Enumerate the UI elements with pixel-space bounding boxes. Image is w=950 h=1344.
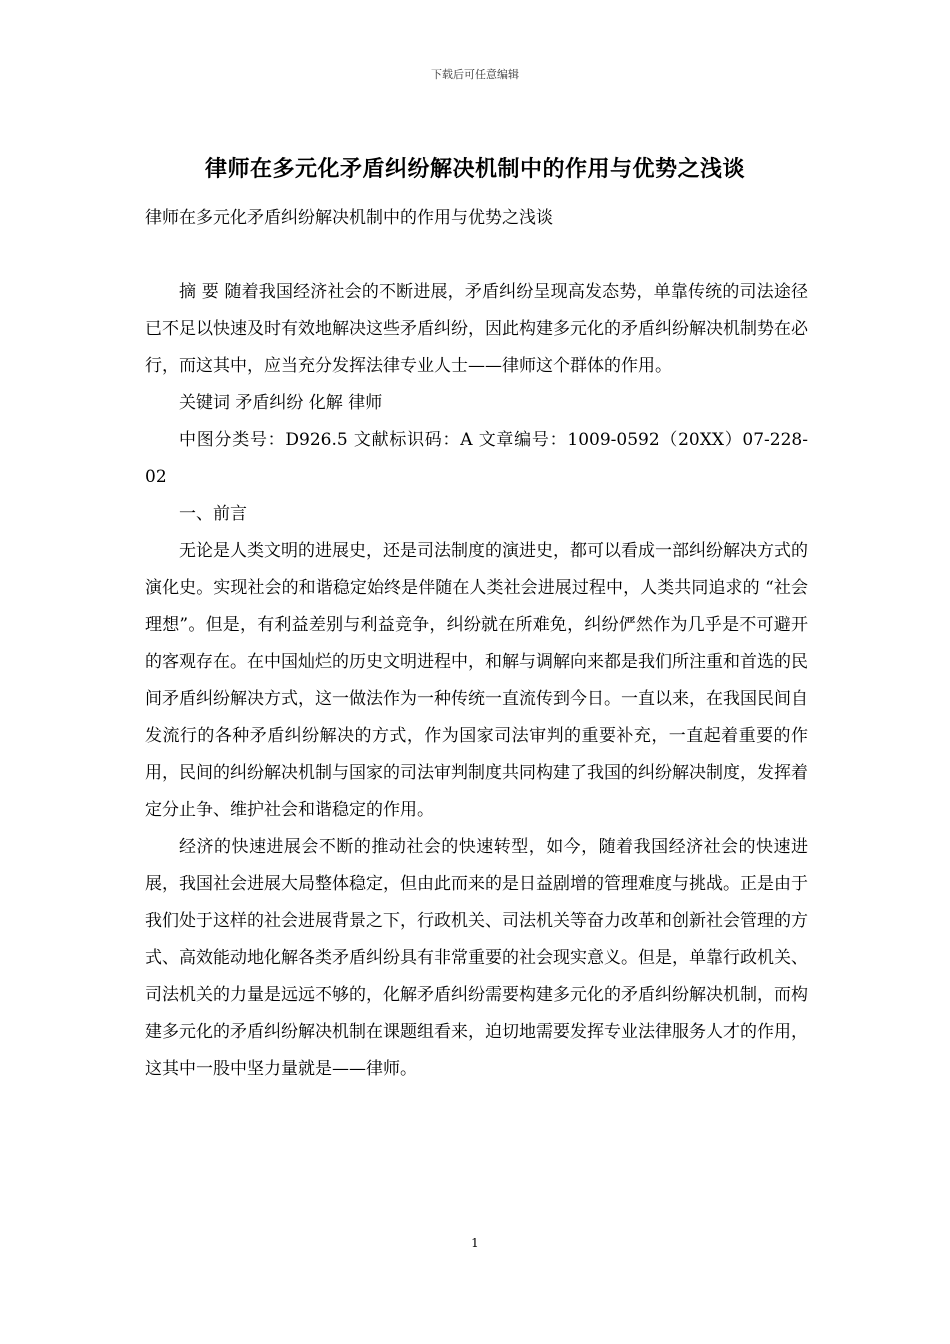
page-number: 1 <box>471 1236 479 1250</box>
body-paragraph: 无论是人类文明的进展史，还是司法制度的演进史，都可以看成一部纠纷解决方式的演化史。实现社会的和谐稳定始终是伴随在人类社会进展过程中，人类共同追求的 “社会理想”。但是，有利益差别与利益竞争，纠纷就在所难免，纠纷俨然作为几乎是不可避开的客观存在。在中国灿烂的历史文明进程中，和解与调解向来都是我们所注重和首选的民间矛盾纠纷解决方式，这一做法作为一种传统一直流传到今日。一直以来，在我国民间自发流行的各种矛盾纠纷解决的方式，作为国家司法审判的重要补充，一直起着重要的作用，民间的纠纷解决机制与国家的司法审判制度共同构建了我国的纠纷解决制度，发挥着定分止争、维护社会和谐稳定的作用。 <box>145 541 808 820</box>
body-paragraph: 经济的快速进展会不断的推动社会的快速转型，如今，随着我国经济社会的快速进展，我国社会进展大局整体稳定，但由此而来的是日益剧增的管理难度与挑战。正是由于我们处于这样的社会进展背景之下，行政机关、司法机关等奋力改革和创新社会管理的方式、高效能动地化解各类矛盾纠纷具有非常重要的社会现实意义。但是，单靠行政机关、司法机关的力量是远远不够的，化解矛盾纠纷需要构建多元化的矛盾纠纷解决机制，而构建多元化的矛盾纠纷解决机制在课题组看来，迫切地需要发挥专业法律服务人才的作用，这其中一股中坚力量就是——律师。 <box>145 837 808 1079</box>
document-body <box>145 274 808 1088</box>
header-note: 下载后可任意编辑 <box>431 68 519 81</box>
section-heading: 一、前言 <box>179 504 247 524</box>
abstract-paragraph: 摘 要 随着我国经济社会的不断进展，矛盾纠纷呈现高发态势，单靠传统的司法途径已不足以快速及时有效地解决这些矛盾纠纷，因此构建多元化的矛盾纠纷解决机制势在必行，而这其中，应当充分发挥法律专业人士——律师这个群体的作用。 <box>145 282 808 376</box>
document-title: 律师在多元化矛盾纠纷解决机制中的作用与优势之浅谈 <box>204 157 745 182</box>
keywords-line: 关键词 矛盾纠纷 化解 律师 <box>179 393 383 413</box>
document-subtitle: 律师在多元化矛盾纠纷解决机制中的作用与优势之浅谈 <box>145 208 553 228</box>
classification-line: 中图分类号：D926.5 文献标识码：A 文章编号：1009-0592（20XX）07-228-02 <box>145 430 808 487</box>
